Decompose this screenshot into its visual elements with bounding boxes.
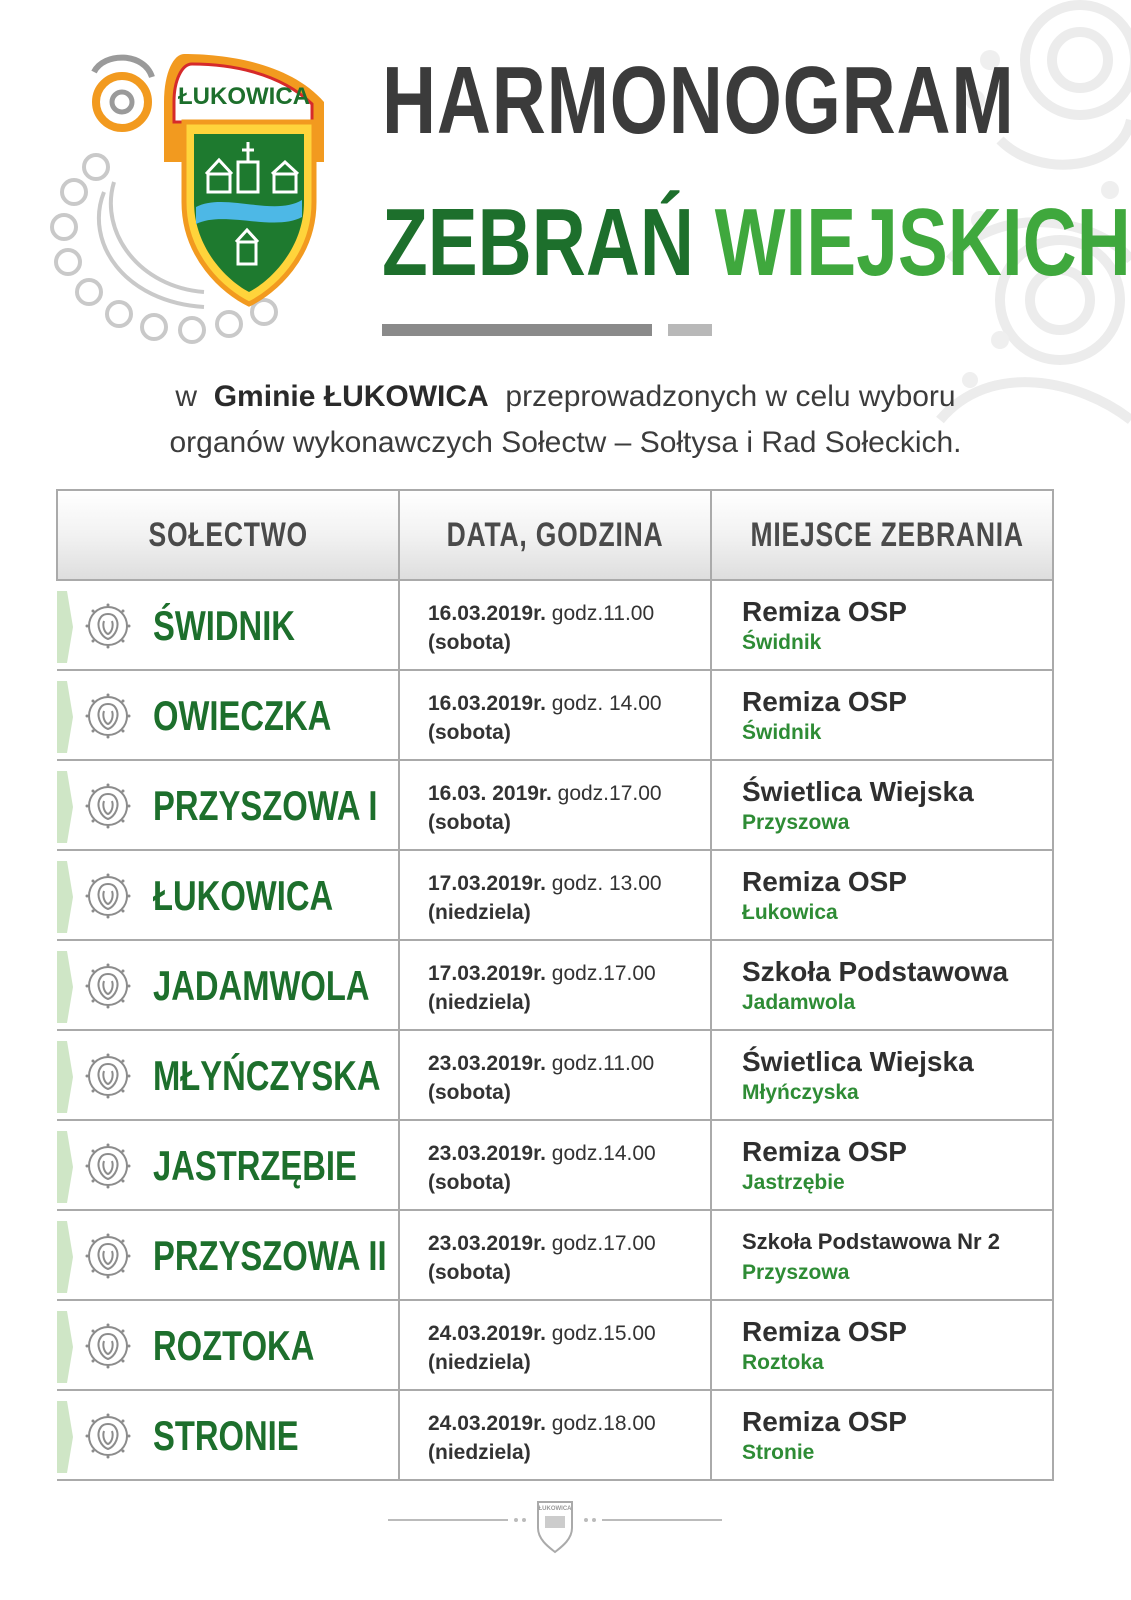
- village-name: JASTRZĘBIE: [153, 1142, 357, 1189]
- meeting-place: Remiza OSP: [742, 866, 907, 897]
- place-cell: [711, 670, 1053, 760]
- meeting-place: Remiza OSP: [742, 686, 907, 717]
- meeting-date: 16.03. 2019r.: [428, 782, 552, 805]
- meeting-time: godz.14.00: [551, 1142, 656, 1165]
- date-cell: [399, 1210, 711, 1300]
- meeting-date: 17.03.2019r.: [428, 962, 546, 985]
- date-time: [400, 581, 710, 657]
- meeting-date: 16.03.2019r.: [428, 602, 546, 625]
- meeting-day: (niedziela): [428, 991, 531, 1014]
- meeting-place: Szkoła Podstawowa Nr 2: [742, 1229, 1000, 1254]
- green-arrow-marker-icon: [57, 1131, 73, 1203]
- date-time: [400, 1301, 710, 1377]
- meeting-location: Młyńczyska: [742, 1081, 859, 1104]
- meeting-time: godz.17.00: [557, 782, 662, 805]
- meeting-place: Remiza OSP: [742, 1316, 907, 1347]
- place-cell: [711, 760, 1053, 850]
- date-time: [400, 941, 710, 1017]
- schedule-table: [56, 489, 1054, 1481]
- meeting-location: Stronie: [742, 1441, 815, 1464]
- village-cell: [57, 1300, 399, 1390]
- date-time: [400, 1391, 710, 1467]
- intro-line-2: organów wykonawczych Sołectw – Sołtysa i Rad Sołeckich.: [169, 426, 962, 459]
- folk-motif-icon: [85, 693, 131, 739]
- village-cell: [57, 1390, 399, 1480]
- green-arrow-marker-icon: [57, 951, 73, 1023]
- meeting-day: (niedziela): [428, 901, 531, 924]
- meeting-day: (niedziela): [428, 1351, 531, 1374]
- place-cell: [711, 1120, 1053, 1210]
- meeting-time: godz.11.00: [551, 1052, 655, 1075]
- village-cell: [57, 1120, 399, 1210]
- meeting-day: (sobota): [428, 631, 511, 654]
- meeting-time: godz.17.00: [551, 962, 656, 985]
- meeting-day: (sobota): [428, 1261, 511, 1284]
- village-name: PRZYSZOWA II: [153, 1232, 387, 1279]
- green-arrow-marker-icon: [57, 861, 73, 933]
- green-arrow-marker-icon: [57, 1041, 73, 1113]
- meeting-date: 24.03.2019r.: [428, 1412, 546, 1435]
- folk-motif-icon: [85, 1143, 131, 1189]
- meeting-place: Remiza OSP: [742, 596, 907, 627]
- title-harmonogram: HARMONOGRAM: [382, 47, 1015, 154]
- village-name: JADAMWOLA: [153, 962, 370, 1009]
- meeting-time: godz.15.00: [551, 1322, 656, 1345]
- table-row: [57, 850, 1053, 940]
- meeting-location: Roztoka: [742, 1351, 824, 1374]
- place-cell: [711, 850, 1053, 940]
- village-cell: [57, 1030, 399, 1120]
- footer-logo-text: ŁUKOWICA: [538, 1506, 572, 1512]
- green-arrow-marker-icon: [57, 1311, 73, 1383]
- date-cell: [399, 1390, 711, 1480]
- green-arrow-marker-icon: [57, 1221, 73, 1293]
- title-underline-bar: [382, 324, 652, 336]
- date-cell: [399, 670, 711, 760]
- title-zebran: ZEBRAŃ: [382, 189, 694, 296]
- header-miejsce-zebrania: MIEJSCE ZEBRANIA: [711, 490, 1053, 580]
- folk-motif-icon: [85, 1053, 131, 1099]
- meeting-location: Przyszowa: [742, 1261, 850, 1284]
- place-cell: [711, 580, 1053, 670]
- date-time: [400, 671, 710, 747]
- place-cell: [711, 1210, 1053, 1300]
- folk-motif-icon: [85, 1413, 131, 1459]
- meeting-location: Świdnik: [742, 631, 822, 654]
- header-data-godzina: DATA, GODZINA: [399, 490, 711, 580]
- green-arrow-marker-icon: [57, 591, 73, 663]
- date-cell: [399, 580, 711, 670]
- date-cell: [399, 1300, 711, 1390]
- footer-logo-divider: [388, 1498, 722, 1558]
- meeting-location: Świdnik: [742, 721, 822, 744]
- meeting-time: godz. 13.00: [551, 872, 662, 895]
- date-time: [400, 1121, 710, 1197]
- table-row: [57, 1390, 1053, 1480]
- table-row: [57, 760, 1053, 850]
- table-row: [57, 1120, 1053, 1210]
- table-row: [57, 580, 1053, 670]
- meeting-date: 23.03.2019r.: [428, 1232, 546, 1255]
- village-name: ROZTOKA: [153, 1322, 315, 1369]
- date-cell: [399, 1120, 711, 1210]
- meeting-location: Łukowica: [742, 901, 838, 924]
- date-cell: [399, 1030, 711, 1120]
- logo-text: ŁUKOWICA: [178, 83, 310, 110]
- date-time: [400, 851, 710, 927]
- table-row: [57, 670, 1053, 760]
- village-cell: [57, 580, 399, 670]
- date-cell: [399, 760, 711, 850]
- meeting-date: 23.03.2019r.: [428, 1142, 546, 1165]
- folk-motif-icon: [85, 963, 131, 1009]
- header-solectwo: SOŁECTWO: [57, 490, 399, 580]
- meeting-date: 24.03.2019r.: [428, 1322, 546, 1345]
- meeting-time: godz.18.00: [551, 1412, 656, 1435]
- table-row: [57, 1210, 1053, 1300]
- meeting-location: Jadamwola: [742, 991, 856, 1014]
- table-row: [57, 1300, 1053, 1390]
- title-wiejskich: WIEJSKICH: [714, 189, 1131, 296]
- village-cell: [57, 760, 399, 850]
- table-header-row: [57, 490, 1053, 580]
- meeting-place: Świetlica Wiejska: [742, 1046, 974, 1077]
- meeting-time: godz. 14.00: [551, 692, 662, 715]
- green-arrow-marker-icon: [57, 681, 73, 753]
- village-name: ŚWIDNIK: [153, 602, 295, 649]
- table-row: [57, 940, 1053, 1030]
- village-cell: [57, 940, 399, 1030]
- meeting-place: Remiza OSP: [742, 1406, 907, 1437]
- meeting-time: godz.17.00: [551, 1232, 656, 1255]
- village-name: OWIECZKA: [153, 692, 332, 739]
- village-cell: [57, 670, 399, 760]
- green-arrow-marker-icon: [57, 1401, 73, 1473]
- meeting-place: Remiza OSP: [742, 1136, 907, 1167]
- meeting-date: 23.03.2019r.: [428, 1052, 546, 1075]
- village-name: PRZYSZOWA I: [153, 782, 378, 829]
- meeting-location: Przyszowa: [742, 811, 850, 834]
- date-cell: [399, 850, 711, 940]
- meeting-day: (sobota): [428, 1171, 511, 1194]
- village-name: MŁYŃCZYSKA: [153, 1052, 381, 1099]
- folk-motif-icon: [85, 873, 131, 919]
- date-time: [400, 1031, 710, 1107]
- intro-line-1: w Gminie ŁUKOWICA przeprowadzonych w celu wyboru: [175, 380, 956, 413]
- meeting-day: (sobota): [428, 811, 511, 834]
- folk-motif-icon: [85, 603, 131, 649]
- meeting-time: godz.11.00: [551, 602, 655, 625]
- place-cell: [711, 1300, 1053, 1390]
- village-cell: [57, 850, 399, 940]
- folk-motif-icon: [85, 1323, 131, 1369]
- date-cell: [399, 940, 711, 1030]
- intro-gmina-name: Gminie ŁUKOWICA: [213, 380, 489, 413]
- intro-text: [0, 374, 1131, 466]
- meeting-place: Świetlica Wiejska: [742, 776, 974, 807]
- title-underline-bar-short: [668, 324, 712, 336]
- green-arrow-marker-icon: [57, 771, 73, 843]
- village-name: STRONIE: [153, 1412, 299, 1459]
- folk-motif-icon: [85, 783, 131, 829]
- date-time: [400, 1211, 710, 1287]
- lukowica-coat-of-arms-logo: [34, 42, 334, 362]
- village-cell: [57, 1210, 399, 1300]
- meeting-day: (sobota): [428, 721, 511, 744]
- place-cell: [711, 1030, 1053, 1120]
- table-row: [57, 1030, 1053, 1120]
- meeting-location: Jastrzębie: [742, 1171, 845, 1194]
- meeting-place: Szkoła Podstawowa: [742, 956, 1009, 987]
- meeting-date: 16.03.2019r.: [428, 692, 546, 715]
- village-name: ŁUKOWICA: [153, 872, 334, 919]
- folk-motif-icon: [85, 1233, 131, 1279]
- place-cell: [711, 1390, 1053, 1480]
- title-zebran-wiejskich: [382, 188, 1131, 298]
- meeting-day: (sobota): [428, 1081, 511, 1104]
- meeting-date: 17.03.2019r.: [428, 872, 546, 895]
- date-time: [400, 761, 710, 837]
- place-cell: [711, 940, 1053, 1030]
- meeting-day: (niedziela): [428, 1441, 531, 1464]
